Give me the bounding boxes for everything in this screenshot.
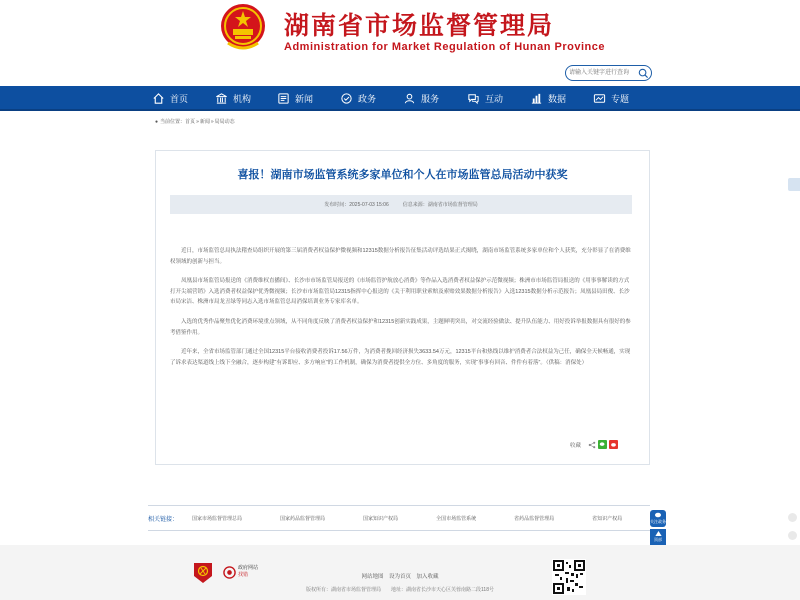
national-emblem-icon	[220, 3, 266, 51]
home-icon	[152, 92, 165, 105]
news-icon	[277, 92, 290, 105]
nav-label: 首页	[170, 94, 189, 104]
nav-label: 新闻	[295, 94, 314, 104]
search-input[interactable]	[569, 67, 635, 79]
nav-item-news[interactable]	[277, 86, 313, 111]
related-links	[148, 505, 650, 531]
article-source: 信息来源：湖南省市场监督管理局	[402, 202, 478, 208]
main-nav	[0, 86, 800, 111]
nav-label: 机构	[233, 94, 252, 104]
article-paragraph: 近年来，全省市场监管部门通过全国12315平台接收消费者投诉17.56万件，为消费者挽回经济损失3633.54万元，12315平台和热线以维护消费者合法权益为己任，确保全天候畅通，实现了诉求表达渠道线上线下全融合，逐步构建“有诉即应、多方响应”的工作机制，确保为消费者提供全方位、多角度的服务，实现“事事有回音、件件有着落”。（供稿：消保处）	[170, 349, 631, 366]
breadcrumb-home[interactable]: 首页	[185, 119, 196, 125]
related-link[interactable]: 国家药品监督管理局	[280, 515, 326, 522]
breadcrumb-news[interactable]: 新闻	[199, 119, 210, 125]
breadcrumb-current[interactable]: 局局动态	[214, 119, 235, 125]
data-icon	[530, 92, 543, 105]
share-bar	[570, 440, 618, 449]
nav-label: 服务	[421, 94, 440, 104]
follow-label: 关注政务	[650, 519, 666, 524]
service-icon	[403, 92, 416, 105]
related-link[interactable]: 省知识产权局	[592, 515, 623, 522]
side-circle-button[interactable]	[788, 531, 797, 540]
follow-button[interactable]	[650, 510, 666, 527]
side-tools	[650, 510, 666, 547]
breadcrumb-sep: »	[210, 118, 214, 125]
qr-code-icon	[552, 559, 586, 595]
related-link[interactable]: 国家市场监督管理总局	[192, 515, 243, 522]
side-float-tab[interactable]	[788, 178, 800, 191]
nav-label: 政务	[358, 94, 377, 104]
search-box	[565, 65, 652, 81]
footer-info: 版权所有：湖南省市场监督管理局 地址：湖南省长沙市天心区芙蓉南路二段118号	[306, 587, 494, 593]
related-link[interactable]: 国家知识产权局	[363, 515, 399, 522]
chat-icon	[654, 512, 662, 518]
footer-link-sitemap[interactable]: 网站地图	[361, 574, 384, 580]
breadcrumb	[155, 115, 650, 128]
location-icon: ●	[155, 118, 159, 125]
related-link[interactable]: 全国市场监管系统	[436, 515, 477, 522]
breadcrumb-sep: »	[196, 118, 199, 125]
article-body	[170, 246, 632, 377]
nav-item-government[interactable]	[340, 86, 376, 111]
share-label[interactable]: 收藏	[570, 442, 582, 449]
back-to-top-button[interactable]	[650, 529, 666, 545]
article-panel	[155, 150, 650, 465]
back-to-top-label: 顶部	[654, 537, 662, 542]
weibo-icon[interactable]	[609, 440, 618, 449]
share-icon[interactable]	[587, 440, 596, 449]
nav-item-topic[interactable]	[593, 86, 629, 111]
article-title: 喜报！湖南市场监管系统多家单位和个人在市场监管总局活动中获奖	[237, 169, 568, 181]
nav-label: 专题	[611, 94, 630, 104]
nav-item-data[interactable]	[530, 86, 566, 111]
article-meta	[170, 195, 632, 214]
interaction-icon	[467, 92, 480, 105]
nav-item-institution[interactable]	[215, 86, 251, 111]
related-link[interactable]: 省药品监督管理局	[514, 515, 555, 522]
arrow-up-icon	[655, 531, 662, 536]
search-icon	[638, 68, 649, 79]
gov-badge-line2: 找错	[238, 572, 249, 578]
breadcrumb-label: 当前位置：	[160, 119, 186, 125]
footer-link-favorite[interactable]: 加入收藏	[416, 574, 439, 580]
article-paragraph: 近日，市场监管总局执法稽查局组织开展的第三届消费者权益保护微视频和12315数据分析报告征集活动评选结果正式揭晓，湖南市场监管系统多家单位和个人获奖，充分彰显了在消费维权领域的创新与担当。	[170, 248, 631, 265]
footer-links	[0, 572, 800, 580]
site-title: 湖南省市场监督管理局	[284, 11, 555, 40]
nav-item-interaction[interactable]	[467, 86, 503, 111]
footer-link-homepage[interactable]: 设为首页	[388, 574, 411, 580]
site-title-en: Administration for Market Regulation of Hunan Province	[284, 41, 605, 53]
article-paragraph: 凤凰县市场监管局报送的《消费维权直播间》、长沙市市场监管局报送的《市场监管护航放心消费》等作品入选消费者权益保护示范微视频；株洲市市场监管局报送的《用事事解读的方式打开尖端营销》入选消费者权益保护优秀微视频；长沙市市场监管局12315指挥中心报送的《关于利用职业索赔及索赔效果数据分析报告》入选12315数据分析示范报告；凤凰县局田俊、长沙市局宋洁、株洲市局龙丑绿等同志入选市场监管总局消保培训业务专家库名单。	[170, 278, 630, 306]
gov-badge-line1: 政府网站	[238, 565, 259, 571]
publish-time: 发布时间：2025-07-03 15:06	[324, 202, 389, 208]
site-header	[0, 0, 800, 85]
nav-label: 互动	[485, 94, 504, 104]
related-links-label: 相关链接：	[148, 516, 179, 523]
nav-item-service[interactable]	[403, 86, 439, 111]
search-button[interactable]	[637, 67, 649, 79]
institution-icon	[215, 92, 228, 105]
nav-label: 数据	[548, 94, 567, 104]
government-icon	[340, 92, 353, 105]
wechat-icon[interactable]	[598, 440, 607, 449]
article-paragraph: 入选的优秀作品聚焦优化消费环境重点领域，从不同角度反映了消费者权益保护和12315创新实践成果，主题鲜明突出，对交流经验做法、提升队伍能力、用好投诉举报数据具有很好的参考借鉴作用。	[170, 318, 631, 336]
nav-item-home[interactable]	[152, 86, 188, 111]
topic-icon	[593, 92, 606, 105]
side-circle-button[interactable]	[788, 513, 797, 522]
